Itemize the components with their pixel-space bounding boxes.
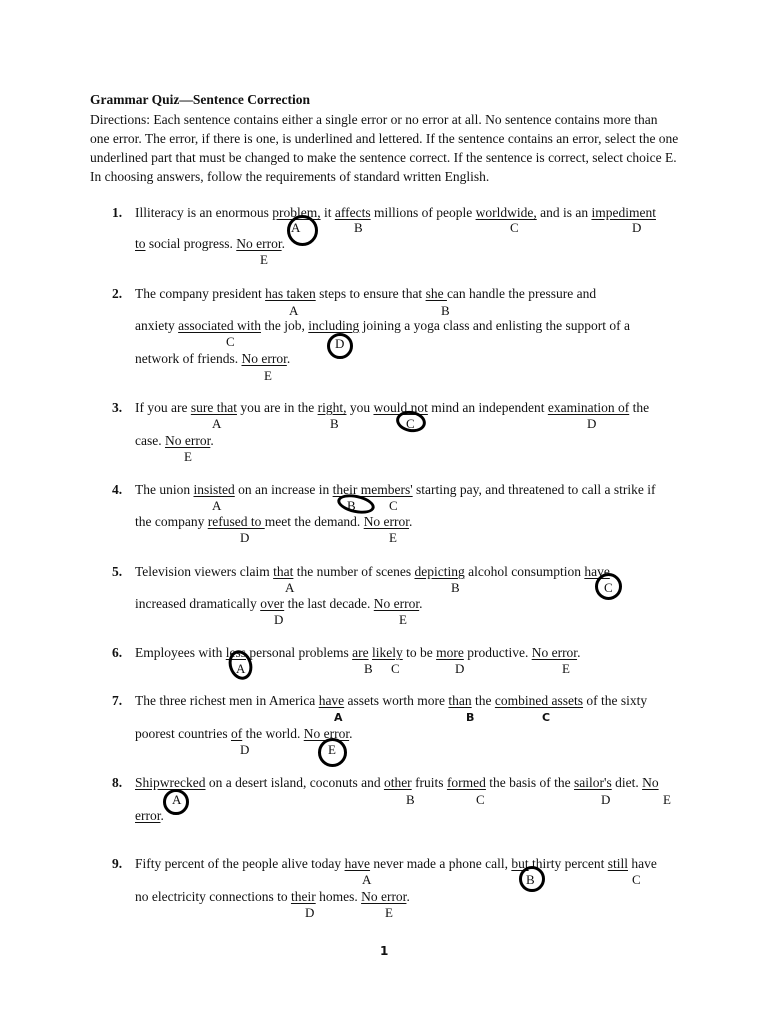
choice-letter: E [260,252,268,267]
answer-circle-mark [287,215,318,246]
choice-letter: C [542,711,551,724]
choice-letter: A [285,580,295,595]
choice-letter: B [330,416,339,431]
choice-letter: A [172,792,182,807]
choice-letter: B [441,303,450,318]
choice-letter: A [289,303,299,318]
question-number: 8. [112,775,123,790]
question-2-line-2: anxiety associated with the job, including joining a yoga class and enlisting the support of a [135,318,630,333]
question-9-line-2: no electricity connections to their homes. No error. [135,889,410,904]
choice-letter: C [632,872,641,887]
choice-letter: C [604,580,613,595]
question-8-line-1: Shipwrecked on a desert island, coconuts and other fruits formed the basis of the sailor's diet. No [135,775,659,790]
choice-letter: E [328,742,336,757]
choice-letter: C [476,792,485,807]
choice-letter: E [663,792,671,807]
quiz-directions: Directions: Each sentence contains either a single error or no error at all. No sentence contains more than one error. The error, if there is one, is underlined and lettered. If the sentence contains an error, select the one underlined part that must be changed to make the sentence correct. If the sentence is correct, select choice E. In choosing answers, follow the requirements of standard written English. [90,112,679,184]
choice-letter: D [632,220,642,235]
choice-letter: D [305,905,315,920]
question-number: 5. [112,564,123,579]
choice-letter: A [212,498,222,513]
choice-letter: C [391,661,400,676]
question-number: 7. [112,693,123,708]
question-1-line-2: to social progress. No error. [135,236,285,251]
choice-letter: B [466,711,475,724]
answer-circle-mark [318,738,347,767]
choice-letter: E [389,530,397,545]
question-number: 2. [112,286,123,301]
choice-letter: B [406,792,415,807]
choice-letter: A [236,661,246,676]
question-number: 6. [112,645,123,660]
question-6-line-1: Employees with less personal problems are likely to be more productive. No error. [135,645,581,660]
choice-letter: E [385,905,393,920]
question-number: 9. [112,856,123,871]
choice-letter: A [212,416,222,431]
answer-circle-mark [519,866,545,892]
question-3-line-2: case. No error. [135,433,214,448]
choice-letter: D [587,416,597,431]
choice-letter: C [226,334,235,349]
choice-letter: B [347,498,356,513]
choice-letter: D [274,612,284,627]
choice-letter: D [455,661,465,676]
choice-letter: D [240,742,250,757]
quiz-title: Grammar Quiz—Sentence Correction [90,92,310,107]
choice-letter: B [354,220,363,235]
choice-letter: B [451,580,460,595]
question-9-line-1: Fifty percent of the people alive today have never made a phone call, but thirty percent still have [135,856,657,871]
question-2-line-3: network of friends. No error. [135,351,291,366]
question-5-line-1: Television viewers claim that the number of scenes depicting alcohol consumption have [135,564,610,579]
question-number: 1. [112,205,123,220]
answer-circle-mark [595,573,622,600]
page-number: 1 [380,944,389,958]
choice-letter: C [389,498,398,513]
question-number: 3. [112,400,123,415]
question-2-line-1: The company president has taken steps to ensure that she can handle the pressure and [135,286,597,301]
choice-letter: D [601,792,611,807]
question-3-line-1: If you are sure that you are in the right, you would not mind an independent examination of the [135,400,650,415]
question-8-line-2: error. [135,808,164,823]
question-4-line-2: the company refused to meet the demand. No error. [135,514,413,529]
answer-circle-mark [327,333,353,359]
question-5-line-2: increased dramatically over the last decade. No error. [135,596,423,611]
choice-letter: A [362,872,372,887]
choice-letter: D [335,336,345,351]
choice-letter: E [264,368,272,383]
choice-letter: D [240,530,250,545]
choice-letter: C [510,220,519,235]
question-7-line-1: The three richest men in America have assets worth more than the combined assets of the sixty [135,693,648,708]
choice-letter: E [399,612,407,627]
question-4-line-1: The union insisted on an increase in their members' starting pay, and threatened to call a strike if [135,482,656,497]
choice-letter: C [406,416,415,431]
choice-letter: A [334,711,343,724]
choice-letter: B [364,661,373,676]
choice-letter: B [526,872,535,887]
choice-letter: E [562,661,570,676]
choice-letter: E [184,449,192,464]
choice-letter: A [291,220,301,235]
question-1-line-1: Illiteracy is an enormous problem, it affects millions of people worldwide, and is an impediment [135,205,656,220]
question-7-line-2: poorest countries of the world. No error. [135,726,353,741]
question-number: 4. [112,482,123,497]
answer-circle-mark [163,789,189,815]
